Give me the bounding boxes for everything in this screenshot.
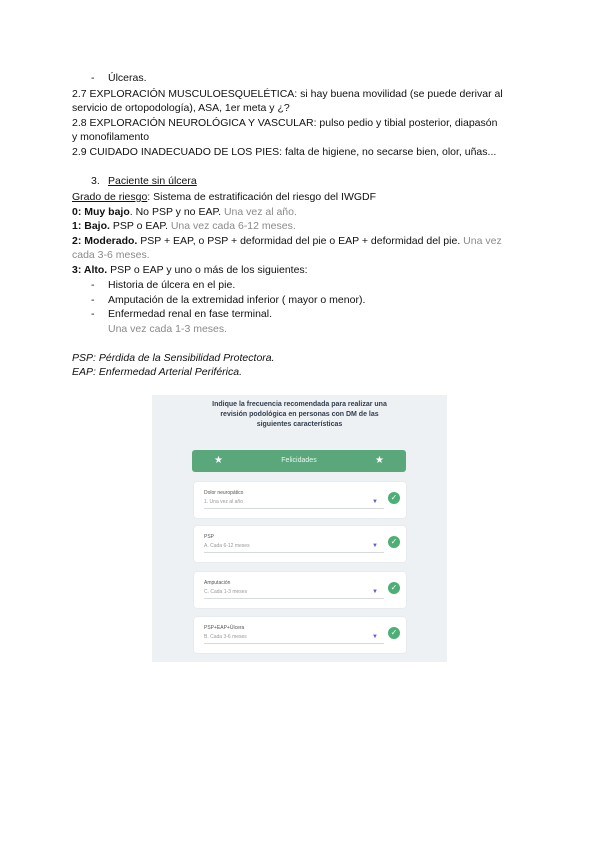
risk-frequency: Una vez cada 6-12 meses. [170, 220, 296, 232]
dropdown-arrow-icon[interactable]: ▼ [372, 499, 378, 505]
heading-number: 3. [91, 175, 100, 187]
list-bullet: - [91, 308, 95, 320]
definition-eap: EAP: Enfermedad Arterial Periférica. [72, 366, 243, 378]
risk-1 [72, 219, 296, 233]
section-2-8-line1: 2.8 EXPLORACIÓN NEUROLÓGICA Y VASCULAR: pulso pedio y tibial posterior, diapasón [72, 117, 498, 129]
risk-frequency: Una vez [463, 235, 502, 247]
app-question-line: revisión podológica en personas con DM de las [220, 411, 379, 418]
risk-text: PSP o EAP y uno o más de los siguientes: [107, 264, 308, 276]
dropdown-arrow-icon[interactable]: ▼ [372, 543, 378, 549]
high-frequency: Una vez cada 1-3 meses. [108, 323, 228, 335]
risk-label: 1: Bajo. [72, 220, 110, 232]
app-question-line: Indique la frecuencia recomendada para realizar una [212, 401, 387, 408]
section-2-7-line2: servicio de ortopodología), ASA, 1er meta y ¿? [72, 102, 290, 114]
check-icon: ✓ [388, 582, 400, 594]
heading-title: Paciente sin úlcera [108, 175, 197, 187]
star-icon: ★ [214, 455, 223, 466]
list-bullet: - [91, 294, 95, 306]
answer-card[interactable] [194, 482, 406, 518]
list-item: Úlceras. [108, 72, 147, 84]
risk-label: 0: Muy bajo [72, 206, 130, 218]
select-underline [204, 552, 384, 553]
risk-text: PSP + EAP, o PSP + deformidad del pie o EAP + deformidad del pie. [137, 235, 464, 247]
risk-0 [72, 205, 297, 219]
card-label: Dolor neuropático [204, 490, 244, 496]
risk-label: 2: Moderado. [72, 235, 138, 247]
grado-label: Grado de riesgo [72, 191, 148, 203]
app-question-line: siguientes características [256, 421, 343, 428]
app-question [152, 400, 447, 430]
check-icon: ✓ [388, 627, 400, 639]
answer-card[interactable] [194, 617, 406, 653]
check-icon: ✓ [388, 536, 400, 548]
success-banner [192, 450, 406, 472]
grado-line [72, 190, 376, 204]
list-item: Amputación de la extremidad inferior ( mayor o menor). [108, 294, 366, 306]
risk-label: 3: Alto. [72, 264, 108, 276]
risk-text: . No PSP y no EAP. [129, 206, 224, 218]
card-select-value[interactable]: B. Cada 3-6 meses [204, 634, 247, 640]
card-label: Amputación [204, 580, 231, 586]
list-item: Historia de úlcera en el pie. [108, 279, 236, 291]
definition-psp: PSP: Pérdida de la Sensibilidad Protectora. [72, 352, 275, 364]
section-2-9-line1: 2.9 CUIDADO INADECUADO DE LOS PIES: falta de higiene, no secarse bien, olor, uñas... [72, 146, 497, 158]
card-select-value[interactable]: 1. Una vez al año [204, 499, 243, 505]
card-select-value[interactable]: A. Cada 6-12 meses [204, 543, 250, 549]
select-underline [204, 598, 384, 599]
star-icon: ★ [375, 455, 384, 466]
list-bullet: - [91, 72, 95, 84]
list-bullet: - [91, 279, 95, 291]
card-select-value[interactable]: C. Cada 1-3 meses [204, 589, 248, 595]
dropdown-arrow-icon[interactable]: ▼ [372, 634, 378, 640]
section-2-7-line1: 2.7 EXPLORACIÓN MUSCULOESQUELÉTICA: si hay buena movilidad (se puede derivar al [72, 88, 503, 100]
grado-text: : Sistema de estratificación del riesgo del IWGDF [147, 191, 377, 203]
dropdown-arrow-icon[interactable]: ▼ [372, 589, 378, 595]
risk-frequency: Una vez al año. [223, 206, 297, 218]
card-label: PSP+EAP+Úlcera [204, 625, 245, 631]
risk-text: PSP o EAP. [109, 220, 171, 232]
app-screenshot [152, 395, 447, 662]
answer-card[interactable] [194, 572, 406, 608]
card-label: PSP [204, 534, 215, 540]
list-item: Enfermedad renal en fase terminal. [108, 308, 273, 320]
section-2-8-line2: y monofilamento [72, 131, 150, 143]
check-icon: ✓ [388, 492, 400, 504]
risk-3 [72, 263, 308, 277]
select-underline [204, 643, 384, 644]
banner-text: Felicidades [281, 457, 317, 464]
risk-2-frequency-cont: cada 3-6 meses. [72, 249, 150, 261]
answer-card[interactable] [194, 526, 406, 562]
select-underline [204, 508, 384, 509]
risk-2 [72, 234, 502, 248]
